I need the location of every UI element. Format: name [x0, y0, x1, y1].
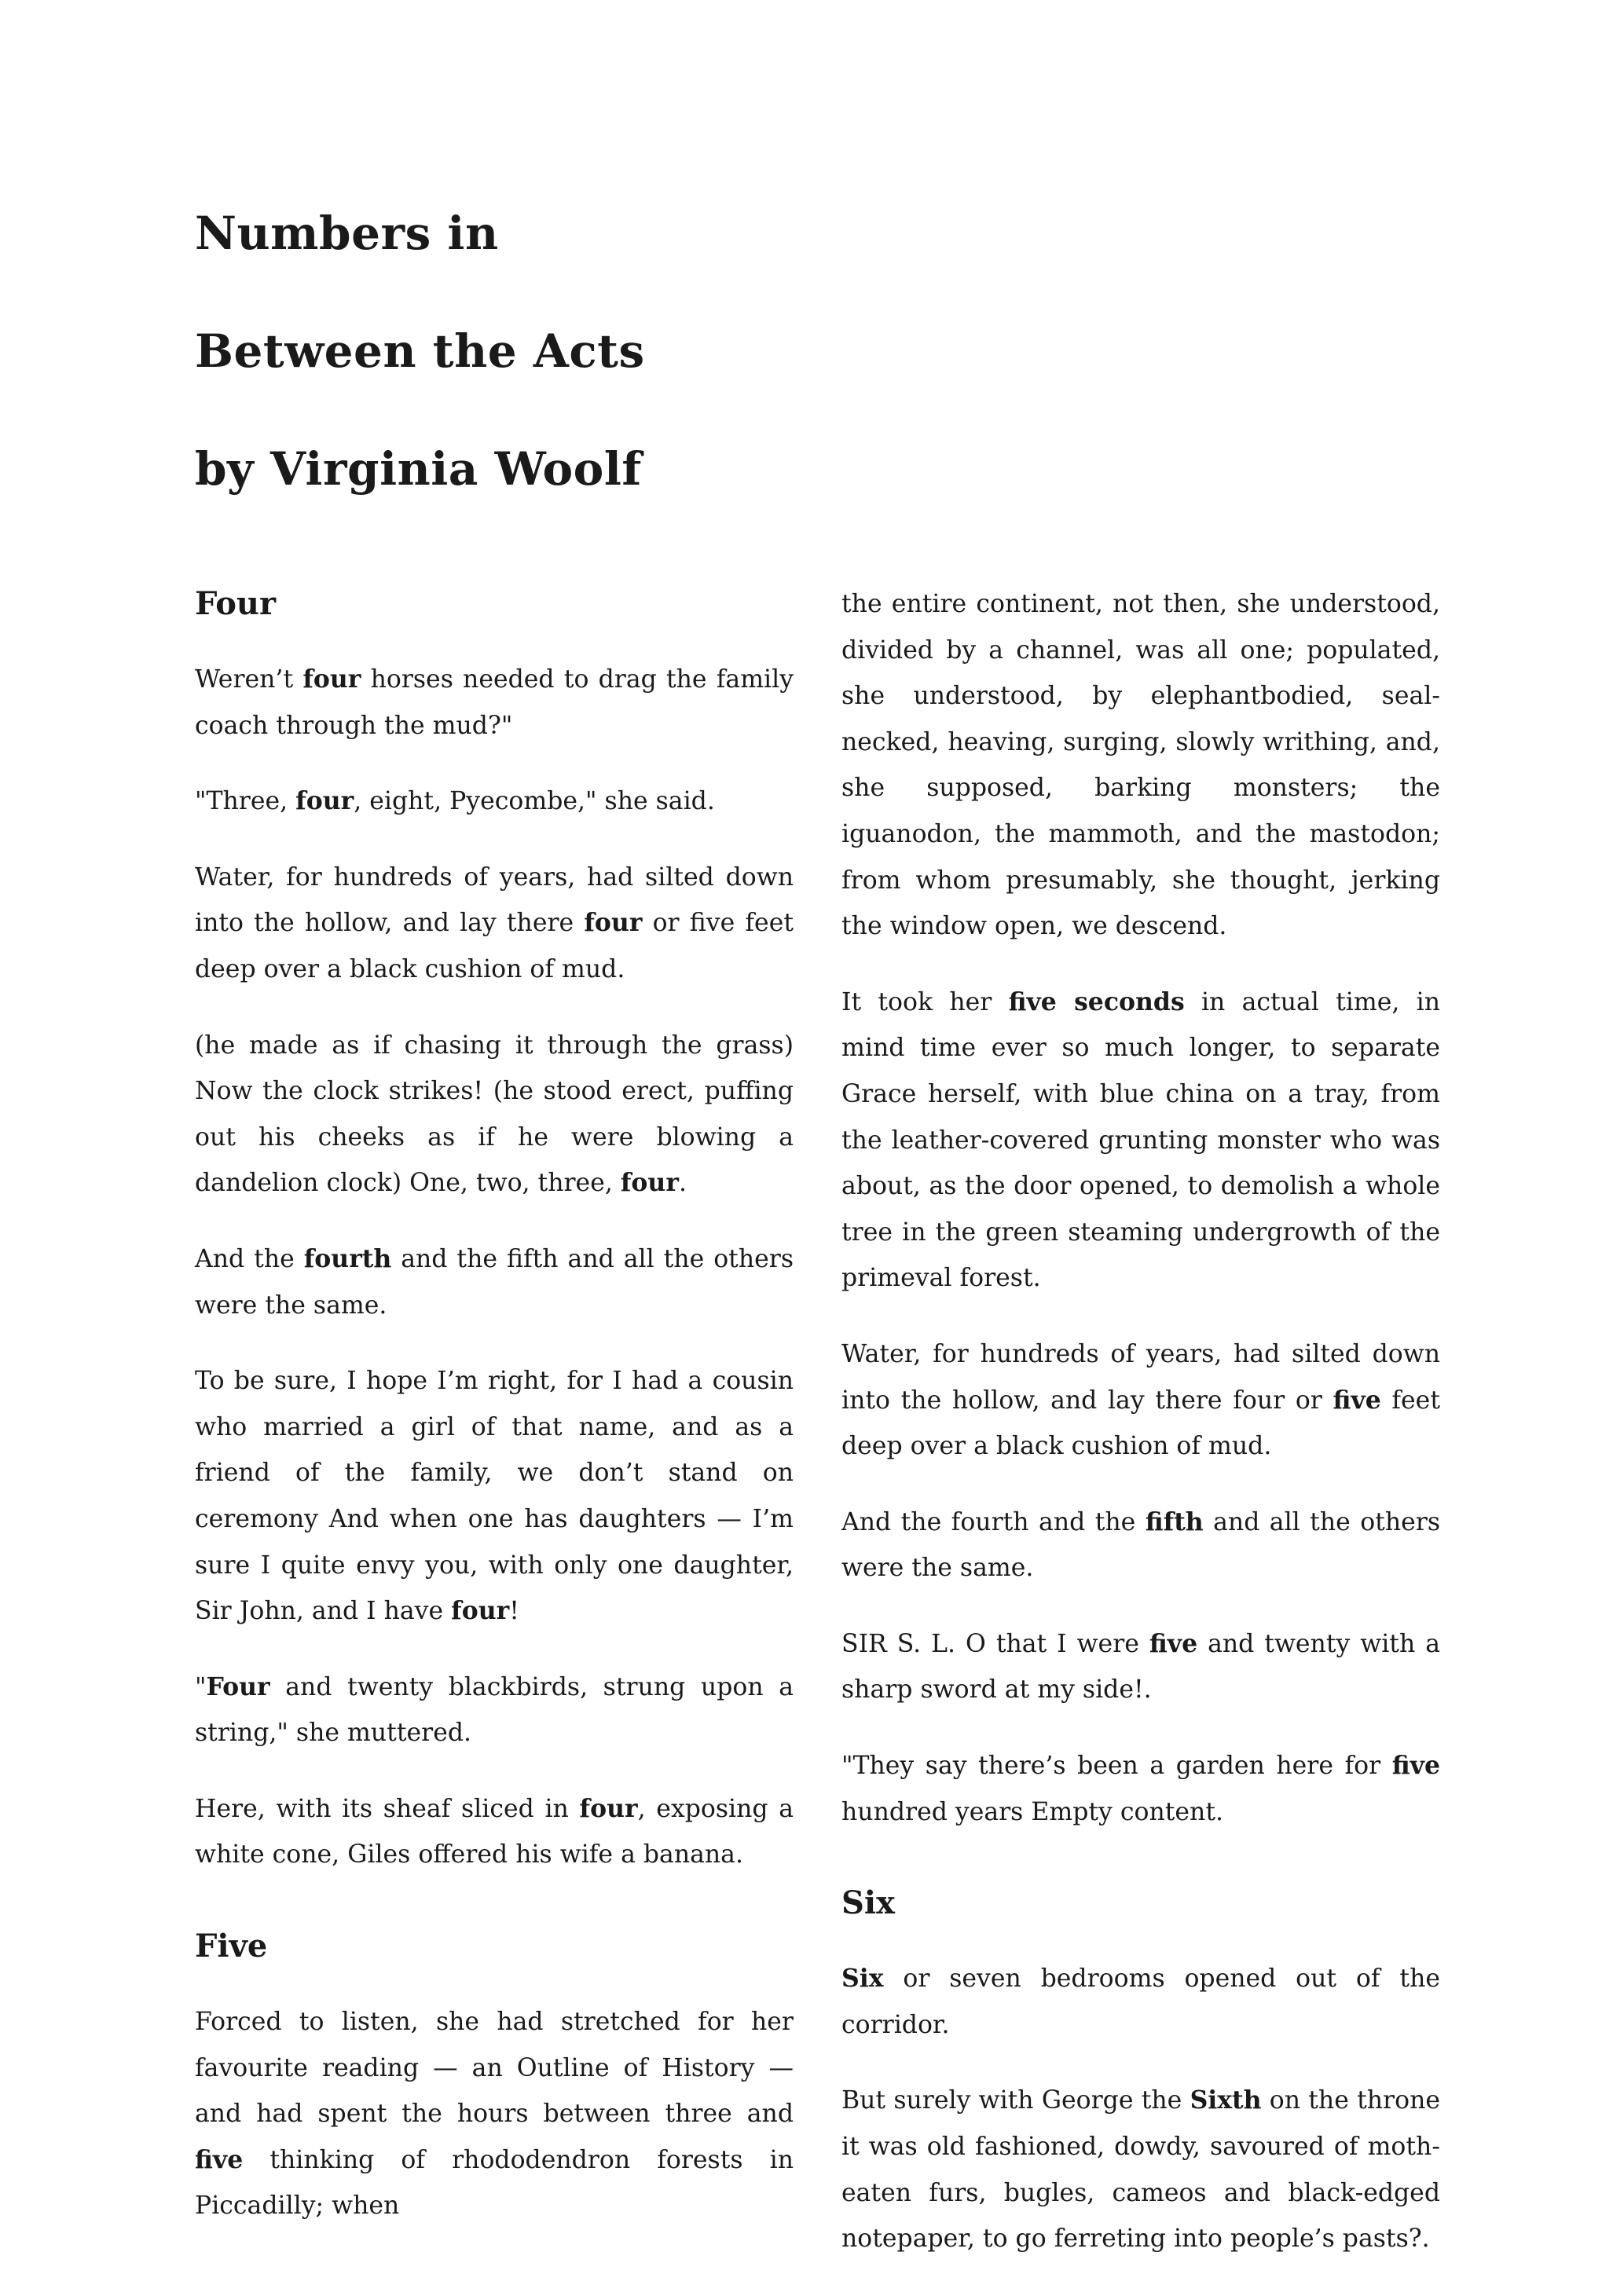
paragraph: Six or seven bedrooms opened out of the corridor. — [841, 1964, 1440, 2039]
paragraph: Water, for hundreds of years, had silted down into the hollow, and lay there four or five feet deep over a black cushion of mud. — [841, 1339, 1440, 1461]
highlighted-number: fifth — [1145, 1507, 1204, 1536]
paragraph: Weren’t four horses needed to drag the family coach through the mud?" — [195, 665, 794, 740]
highlighted-number: fourth — [303, 1243, 392, 1273]
title-line-1: Numbers in — [195, 207, 499, 260]
title-line-3: by Virginia Woolf — [195, 442, 642, 496]
section-heading-five: Five — [195, 1928, 268, 1965]
paragraph: "Three, four, eight, Pyecombe," she said. — [195, 786, 715, 816]
paragraph: (he made as if chasing it through the grass) Now the clock strikes! (he stood erect, puffing out his cheeks as if he were blowing a dandelion clock) One, two, three, four. — [195, 1031, 794, 1198]
section-heading-six: Six — [841, 1884, 895, 1922]
highlighted-number: four — [302, 665, 361, 694]
paragraph: Water, for hundreds of years, had silted down into the hollow, and lay there four or five feet deep over a black cushion of mud. — [195, 862, 794, 983]
paragraph: And the fourth and the fifth and all the others were the same. — [841, 1507, 1440, 1583]
highlighted-number: four — [451, 1596, 510, 1626]
highlighted-number: four — [584, 908, 643, 938]
highlighted-number: four — [295, 786, 354, 816]
highlighted-number: five seconds — [1008, 987, 1185, 1016]
paragraph: "They say there’s been a garden here for five hundred years Empty content. — [841, 1751, 1440, 1826]
highlighted-number: four — [579, 1793, 638, 1823]
highlighted-number: five — [1149, 1628, 1198, 1658]
title-line-2: Between the Acts — [195, 324, 645, 378]
paragraph: It took her five seconds in actual time, in mind time ever so much longer, to separate Grace herself, with blue china on a tray, from the leather-covered grunting monster who was about, as the door opened, to demolish a whole tree in the green steaming undergrowth of the primeval forest. — [841, 987, 1440, 1293]
right-column — [841, 581, 1440, 2292]
paragraph: And the fourth and the fifth and all the others were the same. — [195, 1243, 794, 1320]
paragraph: SIR S. L. O that I were five and twenty with a sharp sword at my side!. — [841, 1628, 1440, 1705]
highlighted-number: five — [1333, 1385, 1381, 1415]
highlighted-number: Four — [206, 1672, 270, 1701]
paragraph: Here, with its sheaf sliced in four, exposing a white cone, Giles offered his wife a banana. — [195, 1793, 794, 1869]
left-column — [195, 581, 794, 2229]
highlighted-number: Six — [841, 1964, 884, 1994]
section-heading-four: Four — [195, 585, 277, 622]
paragraph: To be sure, I hope I’m right, for I had a cousin who married a girl of that name, and as a friend of the family, we don’t stand on ceremony And when one has daughters — I’m sure I quite envy you, with only one daughter, Sir John, and I have four! — [195, 1367, 794, 1626]
highlighted-number: five — [1391, 1751, 1440, 1781]
highlighted-number: four — [620, 1168, 679, 1198]
paragraph: But surely with George the Sixth on the throne it was old fashioned, dowdy, savoured of moth-eaten furs, bugles, cameos and black-edged notepaper, to go ferreting into people’s pasts?. — [841, 2085, 1440, 2254]
highlighted-number: five — [195, 2144, 244, 2174]
highlighted-number: Sixth — [1190, 2085, 1262, 2115]
paragraph: "Four and twenty blackbirds, strung upon a string," she muttered. — [195, 1672, 794, 1748]
paragraph: Forced to listen, she had stretched for her favourite reading — an Outline of History — and had spent the hours between three and five thinking of rhododendron forests in Piccadilly; when — [195, 2008, 794, 2221]
paragraph-continued: the entire continent, not then, she understood, divided by a channel, was all one; populated, she understood, by elephantbodied, seal-necked, heaving, surging, slowly writhing, and, she supposed, barking monsters; the iguanodon, the mammoth, and the mastodon; from whom presumably, she thought, jerking the window open, we descend. — [841, 590, 1440, 941]
document-title — [195, 174, 1059, 528]
